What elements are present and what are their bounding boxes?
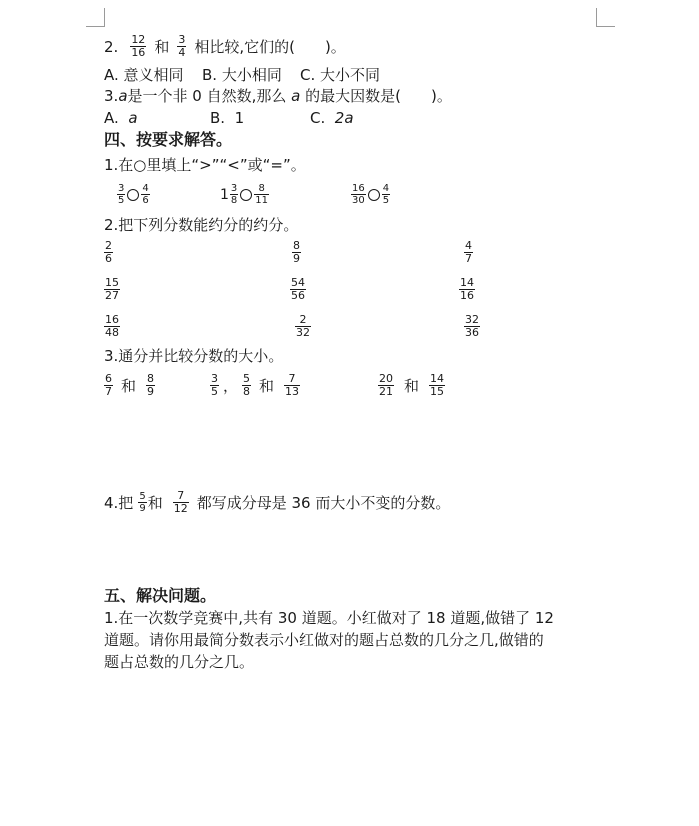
compare-item: 1 $\frac{3}{8}$ $\frac{8}{11}$ [220, 183, 269, 206]
question-3-option-b: B. 1 [210, 109, 245, 127]
fraction: $\frac{3}{4}$ [178, 33, 186, 59]
section-5-line: 1.在一次数学竞赛中,共有 30 道题。小红做对了 18 道题,做错了 12 [104, 609, 554, 627]
question-2-text: 相比较,它们的( )。 [194, 37, 346, 56]
section-4-problem-2: 2.把下列分数能约分的约分。 [104, 216, 299, 234]
reduce-fraction: $\frac{15}{27}$ [105, 276, 119, 302]
question-3-option-c: C. 2a [310, 109, 354, 127]
variable-a: a [291, 87, 301, 105]
reduce-fraction: $\frac{8}{9}$ [293, 239, 300, 265]
section-5-title: 五、解决问题。 [104, 586, 217, 605]
compare-item: $\frac{3}{5}$ $\frac{4}{6}$ [118, 183, 149, 206]
corner-mark-right [596, 8, 615, 27]
question-3: 3.a是一个非 0 自然数,那么 a 的最大因数是( )。 [104, 87, 452, 105]
reduce-fraction: $\frac{2}{32}$ [296, 313, 310, 339]
compare-item: $\frac{16}{30}$ $\frac{4}{5}$ [352, 183, 390, 206]
reduce-fraction: $\frac{54}{56}$ [291, 276, 305, 302]
section-4-title: 四、按要求解答。 [104, 130, 233, 149]
reduce-fraction: $\frac{4}{7}$ [465, 239, 472, 265]
question-2-number: 2. [104, 37, 119, 56]
section-4-problem-1: 1.在○里填上“>”“<”或“=”。 [104, 156, 306, 174]
compare-group: $\frac{3}{5}$ ， $\frac{5}{8}$ 和 $\frac{7}{13}$ [211, 372, 300, 398]
answer-circle[interactable] [127, 189, 139, 201]
question-2 [104, 34, 346, 59]
fraction: $\frac{12}{16}$ [131, 33, 146, 59]
compare-group: $\frac{6}{7}$ 和 $\frac{8}{9}$ [105, 372, 155, 398]
compare-group: $\frac{20}{21}$ 和 $\frac{14}{15}$ [379, 372, 445, 398]
reduce-fraction: $\frac{14}{16}$ [460, 276, 474, 302]
reduce-fraction: $\frac{16}{48}$ [105, 313, 119, 339]
corner-mark-left [86, 8, 105, 27]
section-4-problem-4: 4.把 $\frac{5}{9}$ 和 $\frac{7}{12}$ 都写成分母是 36 而大小不变的分数。 [104, 489, 451, 515]
section-5-line: 道题。请你用最简分数表示小红做对的题占总数的几分之几,做错的 [104, 631, 544, 649]
question-3-option-a: A. a [104, 109, 138, 127]
answer-circle[interactable] [368, 189, 380, 201]
answer-circle[interactable] [240, 189, 252, 201]
reduce-fraction: $\frac{2}{6}$ [105, 239, 112, 265]
question-2-option-b: B. 大小相同 [202, 66, 282, 84]
reduce-fraction: $\frac{32}{36}$ [465, 313, 479, 339]
question-2-option-a: A. 意义相同 [104, 66, 184, 84]
section-4-problem-3: 3.通分并比较分数的大小。 [104, 347, 284, 365]
question-2-option-c: C. 大小不同 [300, 66, 381, 84]
section-5-line: 题占总数的几分之几。 [104, 653, 255, 671]
variable-a: a [118, 87, 128, 105]
he-word: 和 [154, 37, 170, 56]
